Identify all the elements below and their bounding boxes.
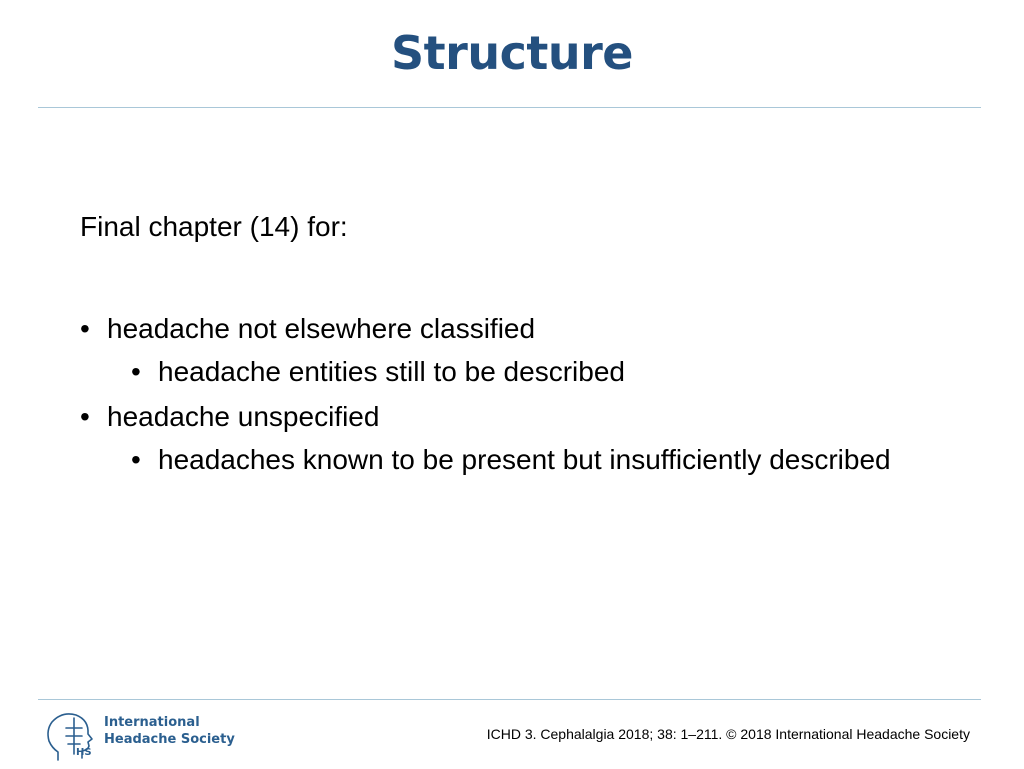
bullet-item: [80, 310, 1000, 390]
intro-text: Final chapter (14) for:: [80, 211, 348, 242]
slide-title: Structure: [391, 26, 633, 80]
sub-bullet-list: [107, 442, 1000, 478]
bullet-glyph: •: [131, 356, 141, 387]
sub-bullet-item: [131, 442, 1000, 478]
logo-line-1: International: [104, 715, 200, 730]
bullet-list: [80, 310, 1000, 486]
logo-wordmark: [104, 714, 235, 748]
footer-divider: [38, 699, 981, 700]
bullet-glyph: •: [131, 444, 141, 475]
ihs-head-logo-icon: [44, 708, 102, 764]
sub-bullet-item: [131, 354, 1000, 390]
citation-text: ICHD 3. Cephalalgia 2018; 38: 1–211. © 2018 International Headache Society: [486, 726, 970, 742]
sub-bullet-text: headaches known to be present but insufficiently described: [158, 444, 891, 475]
bullet-text: headache not elsewhere classified: [107, 313, 536, 344]
sub-bullet-text: headache entities still to be described: [158, 356, 625, 387]
bullet-item: [80, 398, 1000, 478]
svg-text:HS: HS: [76, 747, 92, 758]
bullet-glyph: •: [80, 401, 90, 432]
ihs-logo: [44, 708, 235, 764]
title-divider: [38, 107, 981, 108]
bullet-glyph: •: [80, 313, 90, 344]
logo-line-2: Headache Society: [104, 732, 235, 747]
bullet-text: headache unspecified: [107, 401, 380, 432]
sub-bullet-list: [107, 354, 1000, 390]
